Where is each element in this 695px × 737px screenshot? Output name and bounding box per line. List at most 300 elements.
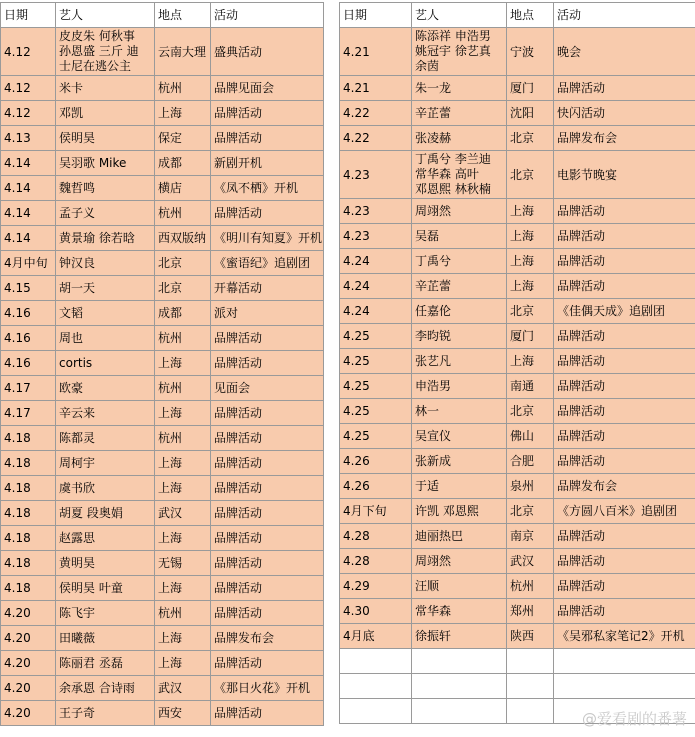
activity-cell: 品牌发布会 (554, 126, 695, 151)
location-cell: 郑州 (507, 599, 554, 624)
activity-cell: 品牌发布会 (554, 474, 695, 499)
artist-name-line: 张新成 (415, 454, 452, 468)
date-cell: 4.20 (1, 626, 56, 651)
location-cell: 上海 (507, 274, 554, 299)
activity-cell: 品牌活动 (211, 476, 324, 501)
location-cell: 合肥 (507, 449, 554, 474)
date-cell: 4.20 (1, 701, 56, 726)
activity-cell: 品牌活动 (211, 651, 324, 676)
date-cell: 4.30 (340, 599, 412, 624)
location-cell: 上海 (507, 349, 554, 374)
artist-name-line: 迪丽热巴 (415, 529, 464, 543)
location-cell: 宁波 (507, 28, 554, 76)
activity-cell: 品牌活动 (211, 101, 324, 126)
artist-name-line: cortis (59, 356, 93, 370)
location-cell: 上海 (507, 249, 554, 274)
header-date: 日期 (1, 3, 56, 28)
schedule-row (340, 249, 695, 274)
activity-cell: 品牌活动 (211, 451, 324, 476)
empty-row (340, 649, 695, 674)
location-cell: 北京 (155, 276, 211, 301)
schedule-row (1, 426, 324, 451)
activity-cell: 《蜜语纪》追剧团 (211, 251, 324, 276)
date-cell: 4.28 (340, 524, 412, 549)
artist-name-line: 胡夏 段奥娟 (59, 506, 123, 520)
date-cell: 4.24 (340, 249, 412, 274)
artist-cell (56, 676, 155, 701)
artist-cell (412, 549, 507, 574)
empty-cell (412, 699, 507, 724)
artist-name-line: 陈都灵 (59, 431, 96, 445)
location-cell: 上海 (155, 351, 211, 376)
location-cell: 北京 (507, 151, 554, 199)
date-cell: 4.25 (340, 374, 412, 399)
activity-cell: 品牌活动 (211, 426, 324, 451)
date-cell: 4.18 (1, 526, 56, 551)
location-cell: 上海 (155, 576, 211, 601)
location-cell: 武汉 (155, 501, 211, 526)
activity-cell: 开幕活动 (211, 276, 324, 301)
header-activity: 活动 (554, 3, 695, 28)
schedule-row (340, 299, 695, 324)
artist-name-line: 林一 (415, 404, 440, 418)
location-cell: 沈阳 (507, 101, 554, 126)
activity-cell: 新剧开机 (211, 151, 324, 176)
artist-cell (412, 349, 507, 374)
artist-cell (412, 599, 507, 624)
empty-cell (340, 674, 412, 699)
schedule-row (1, 276, 324, 301)
activity-cell: 品牌活动 (554, 324, 695, 349)
schedule-row (1, 551, 324, 576)
artist-name-line: 侯明昊 叶童 (59, 581, 123, 595)
activity-cell: 盛典活动 (211, 28, 324, 76)
artist-name-line: 丁禹兮 (415, 254, 452, 268)
schedule-row (340, 151, 695, 199)
date-cell: 4.28 (340, 549, 412, 574)
location-cell: 杭州 (155, 201, 211, 226)
activity-cell: 品牌活动 (211, 576, 324, 601)
schedule-row (1, 676, 324, 701)
artist-cell (412, 249, 507, 274)
artist-name-line: 孙恩盛 三斤 迪 (59, 44, 139, 58)
date-cell: 4.12 (1, 28, 56, 76)
activity-cell: 品牌活动 (554, 424, 695, 449)
location-cell: 北京 (507, 126, 554, 151)
schedule-row (1, 601, 324, 626)
activity-cell: 品牌活动 (211, 601, 324, 626)
location-cell: 泉州 (507, 474, 554, 499)
activity-cell: 品牌活动 (554, 399, 695, 424)
date-cell: 4.14 (1, 176, 56, 201)
location-cell: 厦门 (507, 324, 554, 349)
artist-cell (56, 251, 155, 276)
schedule-row (1, 101, 324, 126)
activity-cell: 品牌活动 (554, 274, 695, 299)
artist-name-line: 魏哲鸣 (59, 181, 96, 195)
schedule-row (1, 76, 324, 101)
schedule-row (1, 176, 324, 201)
schedule-row (340, 474, 695, 499)
artist-cell (56, 76, 155, 101)
artist-name-line: 辛云来 (59, 406, 96, 420)
artist-cell (412, 449, 507, 474)
schedule-row (1, 476, 324, 501)
schedule-row (340, 374, 695, 399)
watermark: @爱看剧的番薯 (581, 710, 687, 728)
date-cell: 4.20 (1, 601, 56, 626)
schedule-row (340, 524, 695, 549)
artist-name-line: 常华森 高叶 (415, 167, 479, 181)
header-artist: 艺人 (412, 3, 507, 28)
artist-name-line: 文韬 (59, 306, 84, 320)
activity-cell: 品牌活动 (211, 401, 324, 426)
artist-name-line: 吴磊 (415, 229, 440, 243)
artist-cell (412, 324, 507, 349)
artist-name-line: 吴羽歌 Mike (59, 156, 127, 170)
artist-cell (412, 474, 507, 499)
date-cell: 4.18 (1, 551, 56, 576)
schedule-row (1, 651, 324, 676)
activity-cell: 品牌发布会 (211, 626, 324, 651)
date-cell: 4.12 (1, 76, 56, 101)
schedule-row (340, 324, 695, 349)
empty-cell (554, 649, 695, 674)
activity-cell: 《方圆八百米》追剧团 (554, 499, 695, 524)
artist-cell (56, 326, 155, 351)
activity-cell: 品牌活动 (554, 449, 695, 474)
schedule-row (340, 224, 695, 249)
activity-cell: 品牌活动 (554, 374, 695, 399)
date-cell: 4.17 (1, 401, 56, 426)
artist-name-line: 辛芷蕾 (415, 106, 452, 120)
date-cell: 4.12 (1, 101, 56, 126)
artist-name-line: 张艺凡 (415, 354, 452, 368)
artist-name-line: 辛芷蕾 (415, 279, 452, 293)
date-cell: 4.26 (340, 449, 412, 474)
date-cell: 4.18 (1, 501, 56, 526)
artist-name-line: 虞书欣 (59, 481, 96, 495)
location-cell: 北京 (507, 399, 554, 424)
location-cell: 保定 (155, 126, 211, 151)
artist-name-line: 申浩男 (415, 379, 452, 393)
artist-name-line: 赵露思 (59, 531, 96, 545)
artist-cell (56, 276, 155, 301)
date-cell: 4.23 (340, 199, 412, 224)
schedule-row (1, 251, 324, 276)
activity-cell: 品牌活动 (211, 326, 324, 351)
column-gap (323, 0, 339, 737)
location-cell: 西双版纳 (155, 226, 211, 251)
activity-cell: 《佳偶天成》追剧团 (554, 299, 695, 324)
artist-name-line: 孟子义 (59, 206, 96, 220)
artist-cell (412, 299, 507, 324)
artist-cell (56, 626, 155, 651)
artist-cell (412, 76, 507, 101)
location-cell: 上海 (155, 101, 211, 126)
date-cell: 4.18 (1, 576, 56, 601)
artist-name-line: 丁禹兮 李兰迪 (415, 152, 491, 166)
activity-cell: 电影节晚宴 (554, 151, 695, 199)
date-cell: 4.14 (1, 201, 56, 226)
header-row (340, 3, 695, 28)
artist-name-line: 余承恩 合诗雨 (59, 681, 135, 695)
schedule-body-left (1, 3, 324, 726)
date-cell: 4.22 (340, 101, 412, 126)
activity-cell: 品牌活动 (554, 224, 695, 249)
artist-name-line: 黄景瑜 徐若晗 (59, 231, 135, 245)
location-cell: 成都 (155, 301, 211, 326)
schedule-table-left (0, 2, 324, 726)
artist-name-line: 黄明昊 (59, 556, 96, 570)
artist-cell (56, 476, 155, 501)
date-cell: 4.16 (1, 326, 56, 351)
header-activity: 活动 (211, 3, 324, 28)
schedule-row (340, 101, 695, 126)
date-cell: 4.29 (340, 574, 412, 599)
schedule-row (1, 301, 324, 326)
artist-name-line: 许凯 邓恩熙 (415, 504, 479, 518)
schedule-row (1, 401, 324, 426)
date-cell: 4.22 (340, 126, 412, 151)
activity-cell: 晚会 (554, 28, 695, 76)
artist-name-line: 周柯宇 (59, 456, 96, 470)
artist-cell (56, 201, 155, 226)
artist-cell (56, 101, 155, 126)
schedule-row (1, 201, 324, 226)
artist-name-line: 周翊然 (415, 554, 452, 568)
date-cell: 4.13 (1, 126, 56, 151)
activity-cell: 品牌活动 (554, 349, 695, 374)
date-cell: 4.20 (1, 651, 56, 676)
artist-cell (412, 274, 507, 299)
artist-name-line: 欧豪 (59, 381, 84, 395)
location-cell: 南京 (507, 524, 554, 549)
artist-name-line: 米卡 (59, 81, 84, 95)
artist-cell (56, 401, 155, 426)
date-cell: 4.14 (1, 151, 56, 176)
location-cell: 上海 (155, 476, 211, 501)
date-cell: 4.21 (340, 28, 412, 76)
artist-cell (56, 151, 155, 176)
artist-name-line: 姚冠宇 徐艺真 (415, 44, 491, 58)
artist-name-line: 常华森 (415, 604, 452, 618)
activity-cell: 品牌活动 (554, 524, 695, 549)
date-cell: 4月中旬 (1, 251, 56, 276)
date-cell: 4.18 (1, 451, 56, 476)
artist-cell (412, 499, 507, 524)
artist-cell (56, 551, 155, 576)
schedule-row (1, 701, 324, 726)
date-cell: 4.15 (1, 276, 56, 301)
schedule-body-right (340, 3, 695, 724)
location-cell: 杭州 (155, 426, 211, 451)
location-cell: 杭州 (507, 574, 554, 599)
artist-cell (412, 126, 507, 151)
empty-cell (554, 674, 695, 699)
artist-cell (56, 576, 155, 601)
activity-cell: 品牌活动 (211, 201, 324, 226)
artist-name-line: 张凌赫 (415, 131, 452, 145)
artist-cell (56, 701, 155, 726)
artist-name-line: 田曦薇 (59, 631, 96, 645)
activity-cell: 品牌见面会 (211, 76, 324, 101)
artist-name-line: 陈丽君 丞磊 (59, 656, 123, 670)
artist-cell (56, 126, 155, 151)
artist-name-line: 钟汉良 (59, 256, 96, 270)
artist-cell (56, 176, 155, 201)
activity-cell: 品牌活动 (554, 76, 695, 101)
header-date: 日期 (340, 3, 412, 28)
activity-cell: 派对 (211, 301, 324, 326)
header-artist: 艺人 (56, 3, 155, 28)
activity-cell: 品牌活动 (211, 551, 324, 576)
artist-name-line: 邓恩熙 林秋楠 (415, 182, 491, 196)
schedule-row (340, 624, 695, 649)
location-cell: 北京 (155, 251, 211, 276)
artist-cell (56, 28, 155, 76)
date-cell: 4.14 (1, 226, 56, 251)
artist-cell (56, 526, 155, 551)
empty-cell (507, 674, 554, 699)
artist-name-line: 侯明昊 (59, 131, 96, 145)
date-cell: 4月下旬 (340, 499, 412, 524)
activity-cell: 《那日火花》开机 (211, 676, 324, 701)
schedule-row (1, 28, 324, 76)
artist-name-line: 于适 (415, 479, 440, 493)
date-cell: 4.26 (340, 474, 412, 499)
location-cell: 杭州 (155, 376, 211, 401)
activity-cell: 品牌活动 (554, 249, 695, 274)
artist-cell (56, 301, 155, 326)
artist-cell (56, 451, 155, 476)
location-cell: 西安 (155, 701, 211, 726)
schedule-row (340, 499, 695, 524)
empty-cell (507, 649, 554, 674)
empty-row (340, 674, 695, 699)
activity-cell: 《吴邪私家笔记2》开机 (554, 624, 695, 649)
location-cell: 杭州 (155, 76, 211, 101)
empty-cell (340, 699, 412, 724)
schedule-row (340, 349, 695, 374)
location-cell: 云南大理 (155, 28, 211, 76)
schedule-table-right (339, 2, 695, 724)
date-cell: 4.18 (1, 426, 56, 451)
artist-name-line: 邓凯 (59, 106, 84, 120)
location-cell: 上海 (155, 626, 211, 651)
schedule-row (340, 28, 695, 76)
artist-name-line: 任嘉伦 (415, 304, 452, 318)
activity-cell: 《凤不栖》开机 (211, 176, 324, 201)
location-cell: 北京 (507, 299, 554, 324)
artist-name-line: 朱一龙 (415, 81, 452, 95)
location-cell: 上海 (155, 451, 211, 476)
activity-cell: 品牌活动 (211, 501, 324, 526)
activity-cell: 品牌活动 (554, 574, 695, 599)
schedule-row (340, 574, 695, 599)
location-cell: 上海 (507, 224, 554, 249)
artist-name-line: 周翊然 (415, 204, 452, 218)
schedule-row (340, 399, 695, 424)
activity-cell: 品牌活动 (211, 701, 324, 726)
schedule-row (1, 326, 324, 351)
artist-name-line: 吴宣仪 (415, 429, 452, 443)
location-cell: 横店 (155, 176, 211, 201)
location-cell: 陕西 (507, 624, 554, 649)
artist-cell (412, 399, 507, 424)
schedule-row (1, 126, 324, 151)
schedule-row (340, 76, 695, 101)
artist-name-line: 皮皮朱 何秋事 (59, 29, 135, 43)
date-cell: 4.16 (1, 301, 56, 326)
schedule-row (1, 501, 324, 526)
schedule-row (1, 451, 324, 476)
location-cell: 成都 (155, 151, 211, 176)
date-cell: 4.24 (340, 274, 412, 299)
location-cell: 杭州 (155, 326, 211, 351)
date-cell: 4月底 (340, 624, 412, 649)
location-cell: 无锡 (155, 551, 211, 576)
date-cell: 4.21 (340, 76, 412, 101)
artist-cell (412, 199, 507, 224)
artist-name-line: 胡一天 (59, 281, 96, 295)
schedule-row (1, 576, 324, 601)
date-cell: 4.23 (340, 224, 412, 249)
activity-cell: 快闪活动 (554, 101, 695, 126)
artist-name-line: 士尼在逃公主 (59, 59, 132, 73)
date-cell: 4.23 (340, 151, 412, 199)
location-cell: 上海 (155, 651, 211, 676)
schedule-row (340, 424, 695, 449)
schedule-row (1, 376, 324, 401)
date-cell: 4.25 (340, 324, 412, 349)
activity-cell: 品牌活动 (554, 549, 695, 574)
date-cell: 4.24 (340, 299, 412, 324)
date-cell: 4.25 (340, 424, 412, 449)
location-cell: 佛山 (507, 424, 554, 449)
schedule-row (340, 549, 695, 574)
artist-cell (56, 501, 155, 526)
artist-cell (56, 601, 155, 626)
schedule-row (1, 226, 324, 251)
header-location: 地点 (155, 3, 211, 28)
date-cell: 4.16 (1, 351, 56, 376)
artist-cell (412, 224, 507, 249)
location-cell: 武汉 (155, 676, 211, 701)
artist-name-line: 余茵 (415, 59, 440, 73)
location-cell: 上海 (507, 199, 554, 224)
location-cell: 上海 (155, 401, 211, 426)
schedule-row (1, 626, 324, 651)
artist-name-line: 徐振轩 (415, 629, 452, 643)
empty-cell (340, 649, 412, 674)
artist-cell (412, 624, 507, 649)
artist-name-line: 周也 (59, 331, 84, 345)
schedule-row (340, 199, 695, 224)
artist-cell (412, 574, 507, 599)
activity-cell: 见面会 (211, 376, 324, 401)
activity-cell: 品牌活动 (554, 599, 695, 624)
empty-cell (412, 649, 507, 674)
location-cell: 北京 (507, 499, 554, 524)
date-cell: 4.25 (340, 349, 412, 374)
schedule-row (340, 599, 695, 624)
activity-cell: 品牌活动 (211, 126, 324, 151)
artist-cell (56, 226, 155, 251)
date-cell: 4.17 (1, 376, 56, 401)
artist-name-line: 汪顺 (415, 579, 440, 593)
artist-cell (56, 376, 155, 401)
